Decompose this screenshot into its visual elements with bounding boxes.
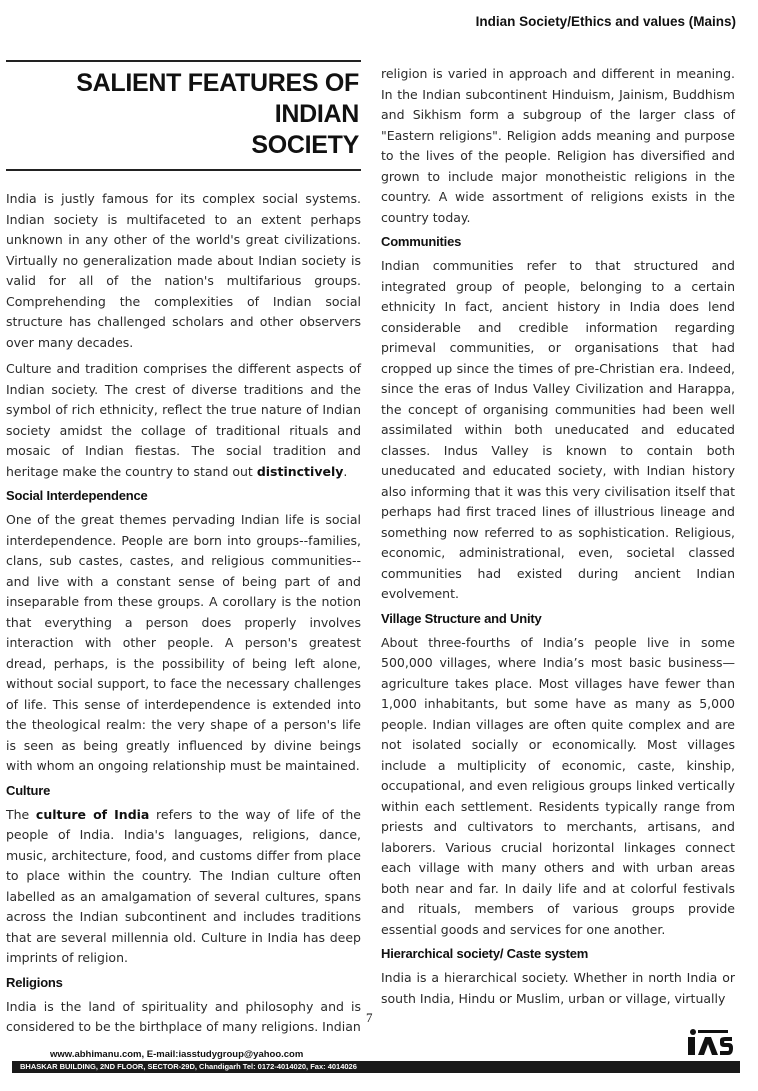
footer-address: BHASKAR BUILDING, 2ND FLOOR, SECTOR-29D, Chandigarh Tel: 0172-4014020, Fax: 4014026: [20, 1062, 357, 1071]
village-structure-paragraph: About three-fourths of India’s people live in some 500,000 villages, where India’s most basic business—agriculture takes place. Most villages have fewer than 1,000 inhabitants, but some have as many as 5,000 people. Indian villages are often quite complex and are not isolated socially or economically. Most villages include a multiplicity of economic, caste, kinship, occupational, and even religious groups linked vertically within each settlement. Residents typically range from priests and cultivators to merchants, artisans, and laborers. Various crucial horizontal linkages connect each village with many others and with urban areas both near and far. In daily life and at colorful festivals and rituals, members of various groups provide essential goods and services for one another.: [381, 634, 735, 937]
section-heading-communities: Communities: [381, 234, 462, 249]
section-heading-culture: Culture: [6, 782, 51, 798]
footer-website: www.abhimanu.com, E-mail:iasstudygroup@yahoo.com: [50, 1049, 304, 1060]
footer-address-bar: [12, 1061, 740, 1073]
page-number: 7: [366, 1010, 373, 1025]
culture-paragraph-bold: culture of India: [35, 806, 150, 822]
left-column: [6, 60, 361, 1044]
culture-paragraph: [6, 805, 361, 969]
section-heading-social-interdependence: Social Interdependence: [6, 488, 148, 503]
culture-paragraph-text: refers to the way of life of the people of India. India's languages, religions, dance, music, architecture, food, and customs differ from place to place within the country. The Indian culture often labelled as an amalgamation of several cultures, spans across the Indian subcontinent and includes traditions that are several millennia old. Culture in India has deep imprints of religion.: [6, 806, 361, 965]
article-title-line-2: SOCIETY: [251, 131, 359, 159]
intro-paragraph-2-end: .: [343, 463, 348, 479]
intro-paragraph-2-bold: distinctively: [256, 463, 344, 479]
article-title-line-1: SALIENT FEATURES OF INDIAN: [76, 69, 359, 128]
religions-paragraph-start: India is the land of spirituality and philosophy and is considered to be the birthplace of many religions. Indian: [6, 998, 361, 1034]
hierarchical-society-paragraph: India is a hierarchical society. Whether in north India or south India, Hindu or Muslim, urban or village, virtually: [381, 970, 735, 1006]
article-title: [6, 68, 359, 161]
section-heading-hierarchical-society: Hierarchical society/ Caste system: [381, 946, 589, 961]
culture-paragraph-start: The: [6, 806, 36, 822]
intro-paragraph-2: [6, 359, 361, 482]
section-heading-religions: Religions: [6, 974, 63, 990]
intro-paragraph-2-text: Culture and tradition comprises the different aspects of Indian society. The crest of diverse traditions and the symbol of rich ethnicity, reflect the true nature of Indian society amidst the collage of traditional rituals and mosaic of Indian fiestas. The social tradition and heritage make the country to stand out: [6, 361, 361, 479]
intro-paragraph-1: India is justly famous for its complex social systems. Indian society is multifaceted to an extent perhaps unknown in any other of the world's great civilizations. Virtually no generalization made about Indian society is valid for all of the nation's multifarious groups. Comprehending the complexities of Indian social structure has challenged scholars and other observers over many decades.: [6, 191, 361, 350]
article-title-box: [6, 60, 361, 171]
section-heading-village-structure: Village Structure and Unity: [381, 610, 542, 626]
right-column: [381, 64, 735, 1015]
religions-paragraph-continued: religion is varied in approach and different in meaning. In the Indian subcontinent Hinduism, Jainism, Buddhism and Sikhism form a subgroup of the larger class of "Eastern religions". Religion adds meaning and purpose to the lives of the people. Religion has diversified and grown to include major monotheistic religions in the country. A wide assortment of religions exists in the country today.: [381, 66, 735, 225]
running-header: Indian Society/Ethics and values (Mains): [475, 14, 736, 29]
ias-logo-icon: [684, 1028, 734, 1056]
social-interdependence-paragraph: One of the great themes pervading Indian life is social interdependence. People are born into groups--families, clans, sub castes, castes, and religious communities--and live with a constant sense of being part of and inseparable from these groups. A corollary is the notion that everything a person does properly involves interaction with other people. A person's greatest dread, perhaps, is the possibility of being left alone, without social support, to face the necessary challenges of life. This sense of interdependence is extended into the theological realm: the very shape of a person's life is seen as being greatly influenced by divine beings with whom an ongoing relationship must be maintained.: [6, 512, 361, 773]
communities-paragraph: Indian communities refer to that structured and integrated group of people, belonging to a certain ethnicity In fact, ancient history in India does lend considerable and credible information regarding primeval communities, or organisations that had cropped up since the times of pre-Christian era. Indeed, since the eras of Indus Valley Civilization and Harappa, the concept of organising communities had been well assimilated within both uneducated and educated classes. Indus Valley is known to contain both uneducated and educated society, with Indian history also informing that it was this very civilisation itself that perhaps had first traced lines of illustrious lineage and something now referred to as sophistication. Religious, economic, administrational, even, societal classed communities had existed during ancient Indian evolvement.: [381, 258, 735, 601]
